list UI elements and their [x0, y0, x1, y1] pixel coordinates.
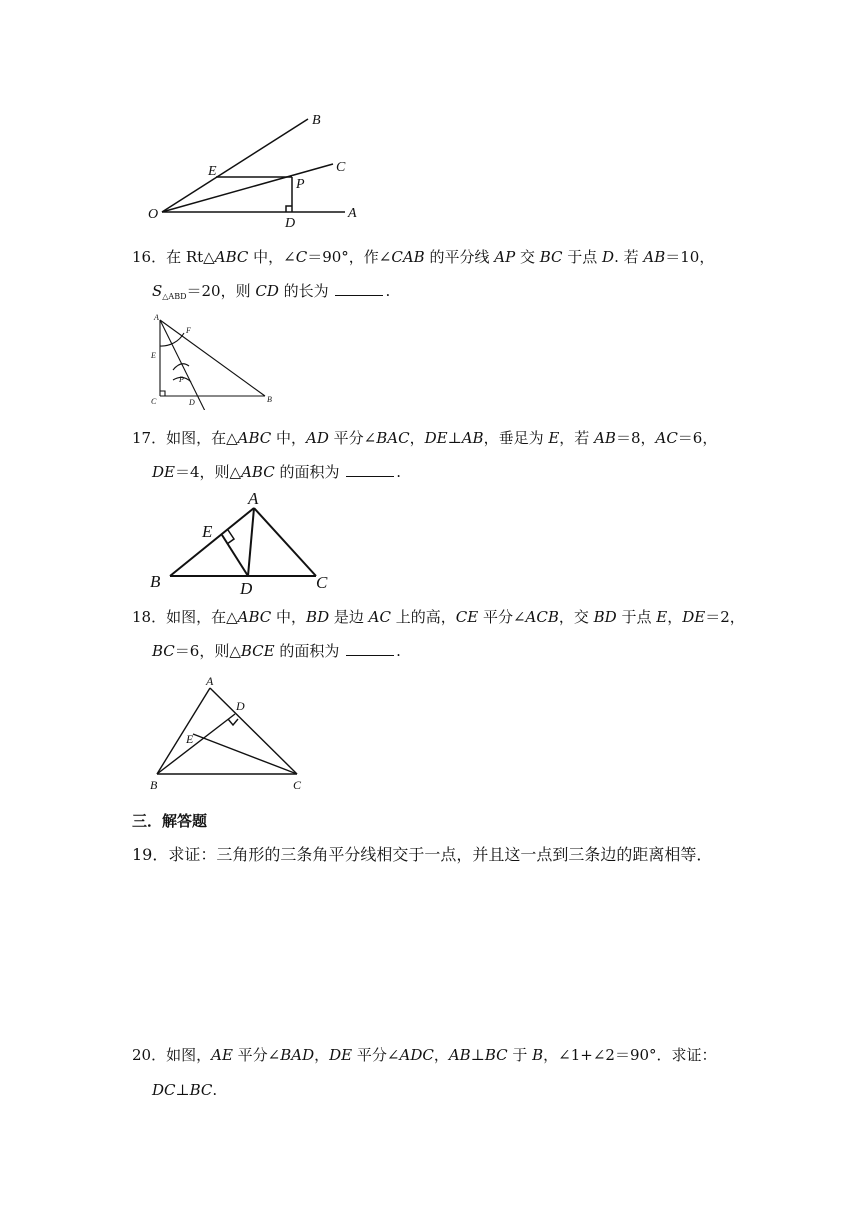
- question-number: 17．: [132, 429, 167, 447]
- ray-oc: [162, 164, 333, 212]
- label-c: C: [151, 397, 157, 406]
- right-angle-mark: [286, 206, 292, 212]
- q17-text: 如图，在△: [166, 429, 238, 447]
- label-e: E: [208, 164, 217, 179]
- q20-text: DE: [329, 1046, 353, 1064]
- q20-text: AE: [211, 1046, 233, 1064]
- q16-text: D: [602, 248, 615, 266]
- q20-text: ⊥: [175, 1081, 190, 1099]
- question-19: [132, 845, 712, 865]
- q16-text: CD: [255, 282, 279, 300]
- q18-text: 的面积为: [274, 642, 345, 660]
- right-angle-mark: [227, 530, 234, 544]
- q16-text: AP: [494, 248, 516, 266]
- q20-text: 平分∠: [232, 1046, 281, 1064]
- q20-text: ，: [433, 1046, 449, 1064]
- q20-text: BC: [189, 1081, 213, 1099]
- q17-text: 平分∠: [328, 429, 377, 447]
- q18-text: DE: [682, 608, 706, 626]
- label-d: D: [236, 699, 245, 713]
- label-b: B: [312, 113, 321, 128]
- question-number: 20．: [132, 1046, 167, 1064]
- label-b: B: [150, 778, 158, 792]
- label-b: B: [150, 572, 161, 591]
- q20-text: 于: [507, 1046, 533, 1064]
- label-a: A: [348, 206, 357, 221]
- q16-text: C: [295, 248, 308, 266]
- q17-text: ，若: [559, 429, 595, 447]
- q20-text: ，: [314, 1046, 330, 1064]
- q18-text: ABC: [237, 608, 272, 626]
- label-a: A: [248, 489, 259, 508]
- question-20-line2: [152, 1080, 217, 1100]
- q17-text: DE: [152, 463, 175, 481]
- q16-text: 在 Rt△: [166, 248, 215, 266]
- q20-text: ADC: [399, 1046, 434, 1064]
- q17-text: ，: [409, 429, 425, 447]
- q17-text: AD: [306, 429, 329, 447]
- q20-text: DC: [152, 1081, 176, 1099]
- q16-text: 中，∠: [248, 248, 296, 266]
- q18-text: CE: [455, 608, 479, 626]
- segment-de: [222, 535, 248, 576]
- question-16-line1: [132, 247, 714, 267]
- label-a: A: [206, 674, 214, 688]
- q17-text: .: [396, 463, 402, 481]
- ray-ob: [162, 119, 308, 212]
- q18-text: BC: [152, 642, 175, 660]
- figure-17: [140, 486, 350, 598]
- label-e: E: [151, 351, 156, 360]
- q16-text: 的长为: [278, 282, 334, 300]
- segment-ad: [248, 508, 254, 576]
- q18-text: 是边: [329, 608, 369, 626]
- q16-text: CAB: [391, 248, 425, 266]
- q16-text: 交: [515, 248, 540, 266]
- question-18-line2: [152, 641, 401, 661]
- q17-text: 的面积为: [274, 463, 345, 481]
- side-ab: [157, 688, 210, 774]
- question-16-line2: [152, 281, 390, 307]
- q20-text: 平分∠: [352, 1046, 400, 1064]
- q20-text: B: [532, 1046, 544, 1064]
- figure-18: [140, 672, 320, 797]
- question-18-line1: [132, 607, 745, 627]
- q17-text: DE: [424, 429, 448, 447]
- q17-text: ⊥: [447, 429, 462, 447]
- q18-text: 中，: [271, 608, 307, 626]
- q18-text: AC: [368, 608, 391, 626]
- q16-text: . 若: [614, 248, 644, 266]
- q18-text: BD: [306, 608, 330, 626]
- q17-text: BAC: [376, 429, 410, 447]
- question-17-line1: [132, 428, 717, 448]
- label-f: F: [186, 326, 191, 335]
- q18-text: E: [656, 608, 668, 626]
- q18-text: BCE: [240, 642, 275, 660]
- q16-text: S: [152, 282, 163, 300]
- label-e: E: [186, 732, 194, 746]
- q16-text: ＝10，: [665, 248, 715, 266]
- section-heading: 三．解答题: [132, 812, 208, 830]
- answer-blank[interactable]: [346, 462, 394, 477]
- q18-text: .: [396, 642, 401, 660]
- altitude-bd: [157, 714, 235, 774]
- question-20-line1: [132, 1045, 717, 1065]
- q17-text: AB: [461, 429, 484, 447]
- label-d: D: [240, 579, 253, 598]
- label-d: D: [189, 398, 195, 407]
- right-angle-mark: [160, 391, 165, 396]
- q16-text: ＝20，则: [186, 282, 256, 300]
- q19-text: 求证：三角形的三条角平分线相交于一点，并且这一点到三条边的距离相等．: [168, 845, 713, 864]
- q16-text: BC: [539, 248, 563, 266]
- q16-subscript: △ABD: [162, 292, 187, 301]
- question-17-line2: [152, 462, 401, 482]
- q17-text: ，垂足为: [483, 429, 549, 447]
- question-number: 16．: [132, 248, 167, 266]
- q20-text: BC: [484, 1046, 508, 1064]
- q20-text: ⊥: [470, 1046, 485, 1064]
- q18-text: ＝2，: [705, 608, 745, 626]
- side-ab: [160, 320, 265, 396]
- q17-text: 中，: [271, 429, 307, 447]
- q18-text: ，交: [558, 608, 594, 626]
- q17-text: ＝4，则△: [174, 463, 242, 481]
- q20-text: BAD: [280, 1046, 315, 1064]
- side-ac: [254, 508, 316, 576]
- q20-text: 如图，: [166, 1046, 212, 1064]
- q17-text: ABC: [241, 463, 275, 481]
- label-e: E: [202, 522, 213, 541]
- q18-text: ACB: [525, 608, 559, 626]
- q18-text: BD: [593, 608, 617, 626]
- figure-16: [145, 310, 285, 410]
- question-number: 18．: [132, 608, 167, 626]
- q16-text: 于点: [562, 248, 603, 266]
- q17-text: AC: [655, 429, 678, 447]
- label-o: O: [148, 207, 159, 222]
- label-c: C: [293, 778, 302, 792]
- q20-text: .: [212, 1081, 218, 1099]
- bisector-ce: [193, 734, 297, 774]
- q20-text: ，∠1+∠2＝90°．求证：: [543, 1046, 717, 1064]
- right-angle-mark: [228, 719, 238, 725]
- label-b: B: [267, 395, 272, 404]
- side-ac: [210, 688, 297, 774]
- question-number: 19．: [132, 845, 169, 864]
- q17-text: ABC: [237, 429, 272, 447]
- label-d: D: [285, 216, 296, 231]
- q18-text: 上的高，: [390, 608, 456, 626]
- q17-text: AB: [594, 429, 616, 447]
- q17-text: ＝8，: [615, 429, 656, 447]
- q17-text: E: [548, 429, 560, 447]
- arc-p1: [173, 364, 189, 370]
- label-c: C: [336, 160, 346, 175]
- q16-text: ABC: [214, 248, 249, 266]
- q16-text: 的平分线: [424, 248, 495, 266]
- label-c: C: [316, 573, 328, 592]
- figure-15: [140, 108, 370, 233]
- q16-text: .: [385, 282, 391, 300]
- q16-text: AB: [643, 248, 666, 266]
- q18-text: 平分∠: [478, 608, 526, 626]
- label-p: P: [179, 375, 184, 384]
- label-p: P: [296, 177, 305, 192]
- q16-text: ＝90°，作∠: [307, 248, 392, 266]
- q18-text: ＝6，则△: [174, 642, 241, 660]
- q18-text: 如图，在△: [166, 608, 238, 626]
- answer-blank[interactable]: [335, 281, 383, 296]
- q17-text: ＝6，: [677, 429, 718, 447]
- answer-blank[interactable]: [346, 641, 394, 656]
- q18-text: 于点: [616, 608, 657, 626]
- q18-text: ，: [667, 608, 683, 626]
- label-a: A: [154, 313, 159, 322]
- q20-text: AB: [448, 1046, 471, 1064]
